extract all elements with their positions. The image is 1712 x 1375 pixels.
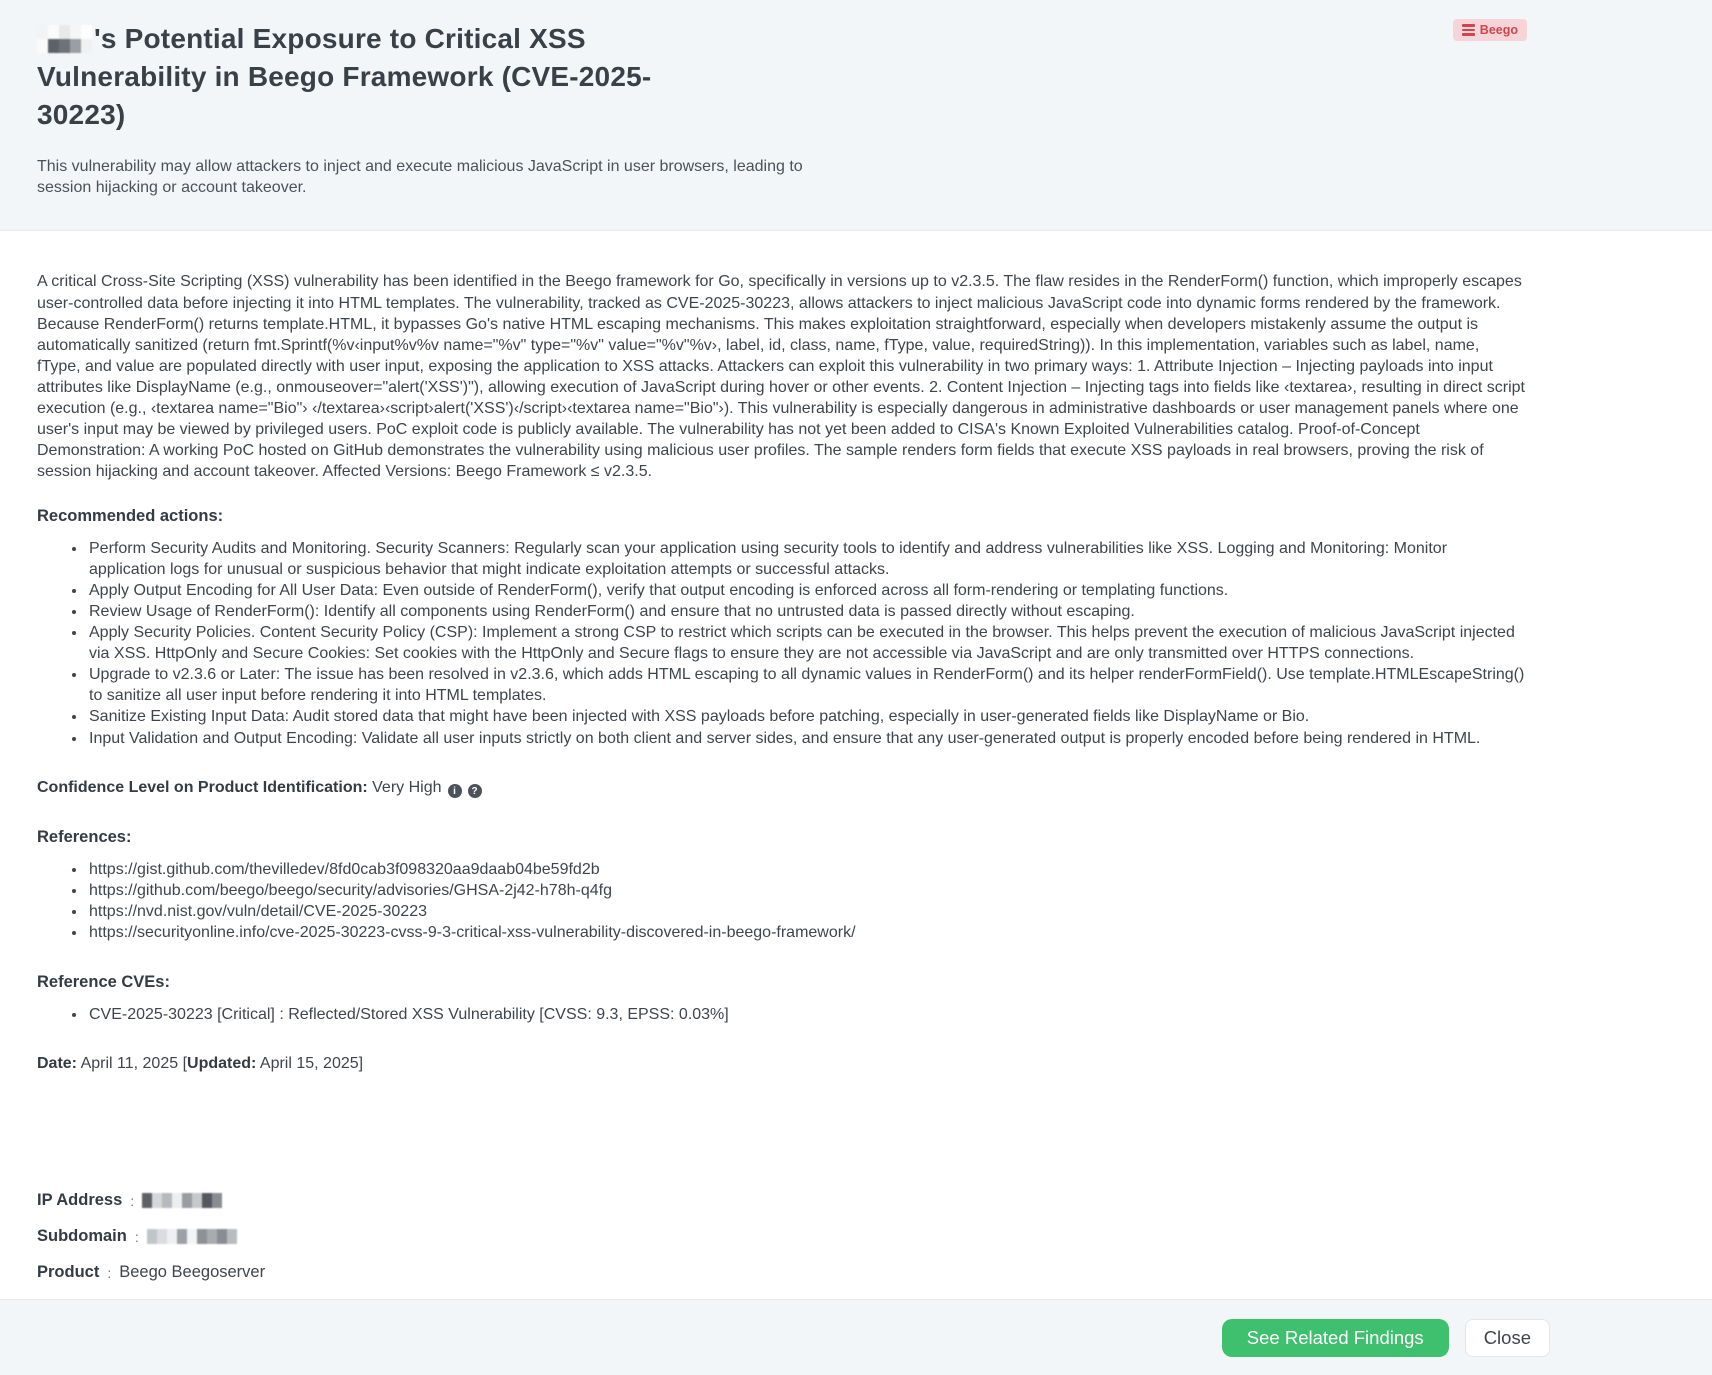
- references-heading: References:: [37, 827, 132, 846]
- ip-address-label: IP Address: [37, 1191, 123, 1210]
- ip-address-separator: :: [130, 1192, 135, 1209]
- product-label: Product: [37, 1263, 100, 1282]
- list-item: • Input Validation and Output Encoding: Validate all user inputs strictly on both client and server sides, and ensure that any user-generated output is properly encoded before being rendered in HTML.: [87, 728, 1526, 749]
- close-button[interactable]: Close: [1465, 1319, 1550, 1357]
- list-item: • Sanitize Existing Input Data: Audit stored data that might have been injected with XSS payloads before patching, especially in user-generated fields like DisplayName or Bio.: [87, 706, 1526, 727]
- help-icon[interactable]: ?: [468, 784, 482, 798]
- confidence-level-line: [37, 779, 1526, 797]
- reference-cves-heading: Reference CVEs:: [37, 973, 170, 992]
- redacted-company-name: [37, 25, 92, 53]
- list-item: • Upgrade to v2.3.6 or Later: The issue has been resolved in v2.3.6, which adds HTML escaping to all dynamic values in RenderForm() and its helper renderFormField(). Use template.HTMLEscapeString() to sanitize all user input before rendering it into HTML templates.: [87, 664, 1526, 706]
- updated-label: Updated:: [187, 1055, 257, 1073]
- info-icon[interactable]: i: [448, 784, 462, 798]
- confidence-label: Confidence Level on Product Identification:: [37, 778, 368, 796]
- page-title: [37, 20, 737, 134]
- recommended-actions-heading: Recommended actions:: [37, 506, 224, 525]
- list-item: • https://securityonline.info/cve-2025-30223-cvss-9-3-critical-xss-vulnerability-discovered-in-beego-framework/: [87, 922, 1526, 943]
- list-item: • https://nvd.nist.gov/vuln/detail/CVE-2025-30223: [87, 901, 1526, 922]
- see-related-findings-button[interactable]: See Related Findings: [1222, 1319, 1449, 1357]
- references-list: [37, 859, 1526, 943]
- product-separator: :: [107, 1264, 112, 1281]
- list-item: • Perform Security Audits and Monitoring. Security Scanners: Regularly scan your application using security tools to identify and address vulnerabilities like XSS. Logging and Monitoring: Monitor application logs for unusual or suspicious behavior that might indicate exploitation attempts or successful attacks.: [87, 538, 1526, 580]
- report-body: [0, 231, 1712, 1299]
- list-item: • https://github.com/beego/beego/security/advisories/GHSA-2j42-h78h-q4fg: [87, 880, 1526, 901]
- product-badge[interactable]: [1453, 19, 1527, 41]
- subdomain-separator: :: [134, 1228, 139, 1245]
- vulnerability-description: A critical Cross-Site Scripting (XSS) vulnerability has been identified in the Beego framework for Go, specifically in versions up to v2.3.5. The flaw resides in the RenderForm() function, which improperly escapes user-controlled data before injecting it into HTML templates. The vulnerability, tracked as CVE-2025-30223, allows attackers to inject malicious JavaScript code into dynamic forms rendered by the framework. Because RenderForm() returns template.HTML, it bypasses Go's native HTML escaping mechanisms. This makes exploitation straightforward, especially when developers mistakenly assume the output is automatically sanitized (return fmt.Sprintf(%v‹input%v%v name="%v" type="%v" value="%v"%v›, label, id, class, name, fType, value, requiredString)). In this implementation, variables such as label, name, fType, and value are populated directly with user input, exposing the application to XSS attacks. Attackers can exploit this vulnerability in two primary ways: 1. Attribute Injection – Injecting payloads into input attributes like DisplayName (e.g., onmouseover="alert('XSS')"), allowing execution of JavaScript during hover or other events. 2. Content Injection – Injecting tags into fields like ‹textarea›, resulting in direct script execution (e.g., ‹textarea name="Bio"› ‹/textarea›‹script›alert('XSS')‹/script›‹textarea name="Bio"›). This vulnerability is especially dangerous in administrative dashboards or user management panels where one user's input may be viewed by privileged users. PoC exploit code is publicly available. The vulnerability has not yet been added to CISA's Known Exploited Vulnerabilities catalog. Proof-of-Concept Demonstration: A working PoC hosted on GitHub demonstrates the vulnerability using malicious user profiles. The sample renders form fields that execute XSS payloads in real browsers, proving the risk of session hijacking and account takeover. Affected Versions: Beego Framework ≤ v2.3.5.: [37, 273, 1525, 481]
- confidence-value: Very High: [367, 778, 442, 796]
- date-value: April 11, 2025 [: [77, 1055, 188, 1073]
- product-badge-label: Beego: [1479, 23, 1518, 37]
- report-header: [0, 0, 1712, 231]
- list-item: • https://gist.github.com/thevilledev/8fd0cab3f098320aa9daab04be59fd2b: [87, 859, 1526, 880]
- menu-icon: [1462, 24, 1475, 36]
- subdomain-label: Subdomain: [37, 1227, 127, 1246]
- redacted-ip-address: [142, 1193, 222, 1208]
- list-item: • Apply Output Encoding for All User Data: Even outside of RenderForm(), verify that output encoding is enforced across all form-rendering or templating functions.: [87, 580, 1526, 601]
- subdomain-row: [37, 1227, 1526, 1246]
- date-line: [37, 1055, 1526, 1073]
- updated-value: April 15, 2025]: [256, 1055, 364, 1073]
- ip-address-row: [37, 1191, 1526, 1210]
- date-label: Date:: [37, 1055, 78, 1073]
- product-value: Beego Beegoserver: [119, 1263, 266, 1282]
- list-item: • Apply Security Policies. Content Security Policy (CSP): Implement a strong CSP to restrict which scripts can be executed in the browser. This helps prevent the execution of malicious JavaScript injected via XSS. HttpOnly and Secure Cookies: Set cookies with the HttpOnly and Secure flags to ensure they are not accessible via JavaScript and are only transmitted over HTTPS connections.: [87, 622, 1526, 664]
- asset-details: [37, 1191, 1526, 1282]
- reference-cves-list: [37, 1004, 1526, 1025]
- recommended-actions-list: [37, 538, 1526, 749]
- report-footer: [0, 1299, 1712, 1375]
- vulnerability-summary: This vulnerability may allow attackers to inject and execute malicious JavaScript in user browsers, leading to session hijacking or account takeover.: [37, 158, 803, 197]
- redacted-subdomain: [147, 1229, 237, 1244]
- page-title-text: 's Potential Exposure to Critical XSS Vulnerability in Beego Framework (CVE-2025-30223): [37, 23, 652, 131]
- product-row: [37, 1263, 1526, 1282]
- list-item: • CVE-2025-30223 [Critical] : Reflected/Stored XSS Vulnerability [CVSS: 9.3, EPSS: 0.03%]: [87, 1004, 1526, 1025]
- list-item: • Review Usage of RenderForm(): Identify all components using RenderForm() and ensure that no untrusted data is passed directly without escaping.: [87, 601, 1526, 622]
